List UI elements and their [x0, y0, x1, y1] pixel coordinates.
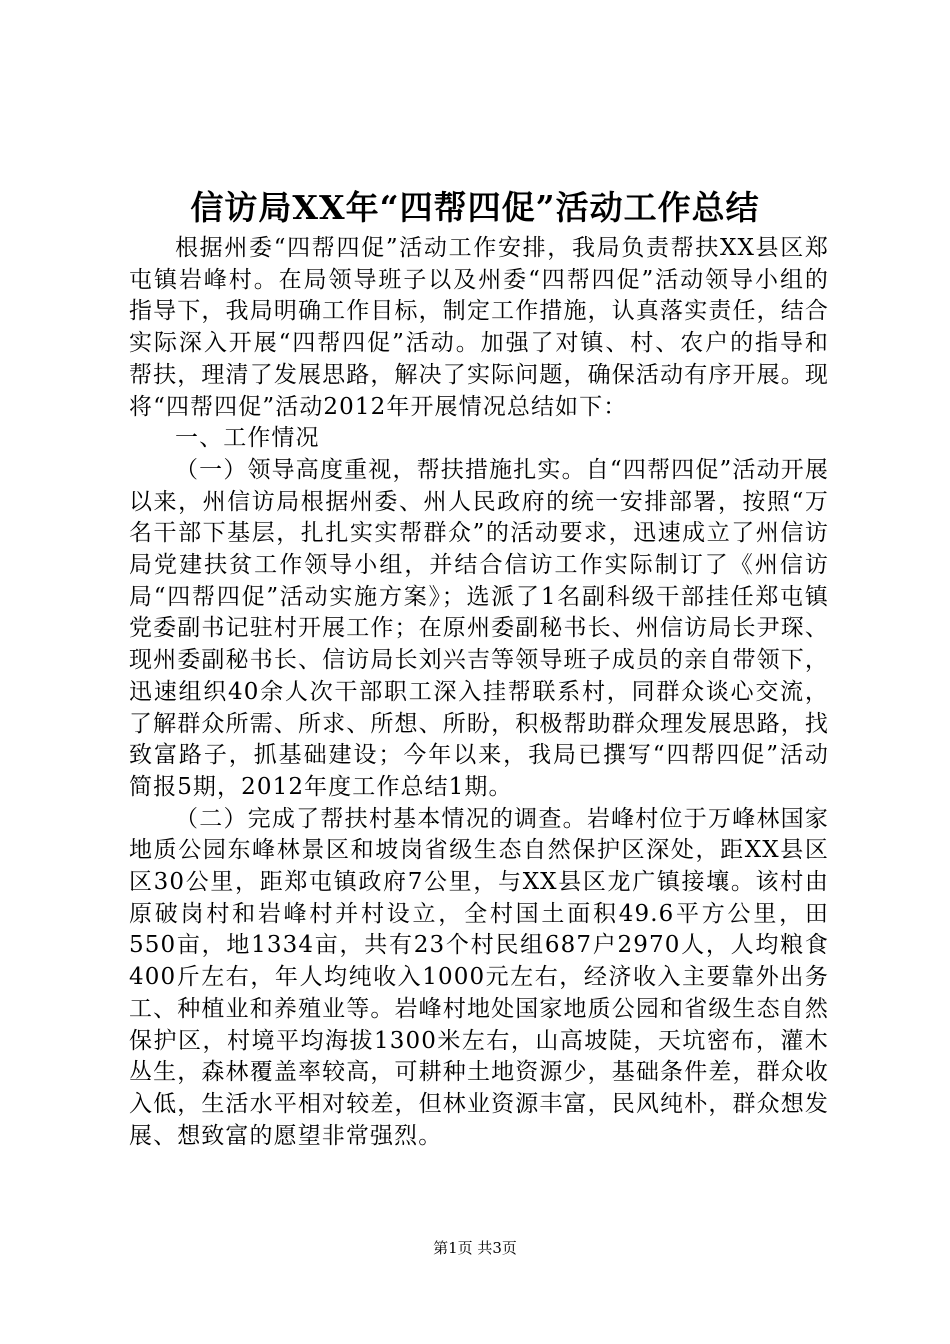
item-1-paragraph: （一）领导高度重视，帮扶措施扎实。自“四帮四促”活动开展以来，州信访局根据州委、州人民政府的统一安排部署，按照“万名干部下基层，扎扎实实帮群众”的活动要求，迅速成立了州信访局党建扶贫工作领导小组，并结合信访工作实际制订了《州信访局“四帮四促”活动实施方案》；选派了1名副科级干部挂任郑屯镇党委副书记驻村开展工作；在原州委副秘书长、州信访局长尹琛、现州委副秘书长、信访局长刘兴吉等领导班子成员的亲自带领下，迅速组织40余人次干部职工深入挂帮联系村，同群众谈心交流，了解群众所需、所求、所想、所盼，积极帮助群众理发展思路，找致富路子，抓基础建设；今年以来，我局已撰写“四帮四促”活动简报5期，2012年度工作总结1期。	[129, 456, 829, 800]
item-2-paragraph: （二）完成了帮扶村基本情况的调查。岩峰村位于万峰林国家地质公园东峰林景区和坡岗省级生态自然保护区深处，距XX县区区30公里，距郑屯镇政府7公里，与XX县区龙广镇接壤。该村由原破岗村和岩峰村并村设立，全村国土面积49.6平方公里，田550亩，地1334亩，共有23个村民组687户2970人，人均粮食400斤左右，年人均纯收入1000元左右，经济收入主要靠外出务工、种植业和养殖业等。岩峰村地处国家地质公园和省级生态自然保护区，村境平均海拔1300米左右，山高坡陡，天坑密布，灌木丛生，森林覆盖率较高，可耕种土地资源少，基础条件差，群众收入低，生活水平相对较差，但林业资源丰富，民风纯朴，群众想发展、想致富的愿望非常强烈。	[129, 805, 829, 1149]
document-body	[129, 233, 829, 1152]
document-title: 信访局XX年“四帮四促”活动工作总结	[190, 188, 760, 227]
page-footer: 第1页 共3页	[433, 1239, 517, 1257]
intro-paragraph: 根据州委“四帮四促”活动工作安排，我局负责帮扶XX县区郑屯镇岩峰村。在局领导班子以及州委“四帮四促”活动领导小组的指导下，我局明确工作目标，制定工作措施，认真落实责任，结合实际深入开展“四帮四促”活动。加强了对镇、村、农户的指导和帮扶，理清了发展思路，解决了实际问题，确保活动有序开展。现将“四帮四促”活动2012年开展情况总结如下：	[129, 235, 829, 420]
section-heading-work-status: 一、工作情况	[175, 425, 320, 452]
